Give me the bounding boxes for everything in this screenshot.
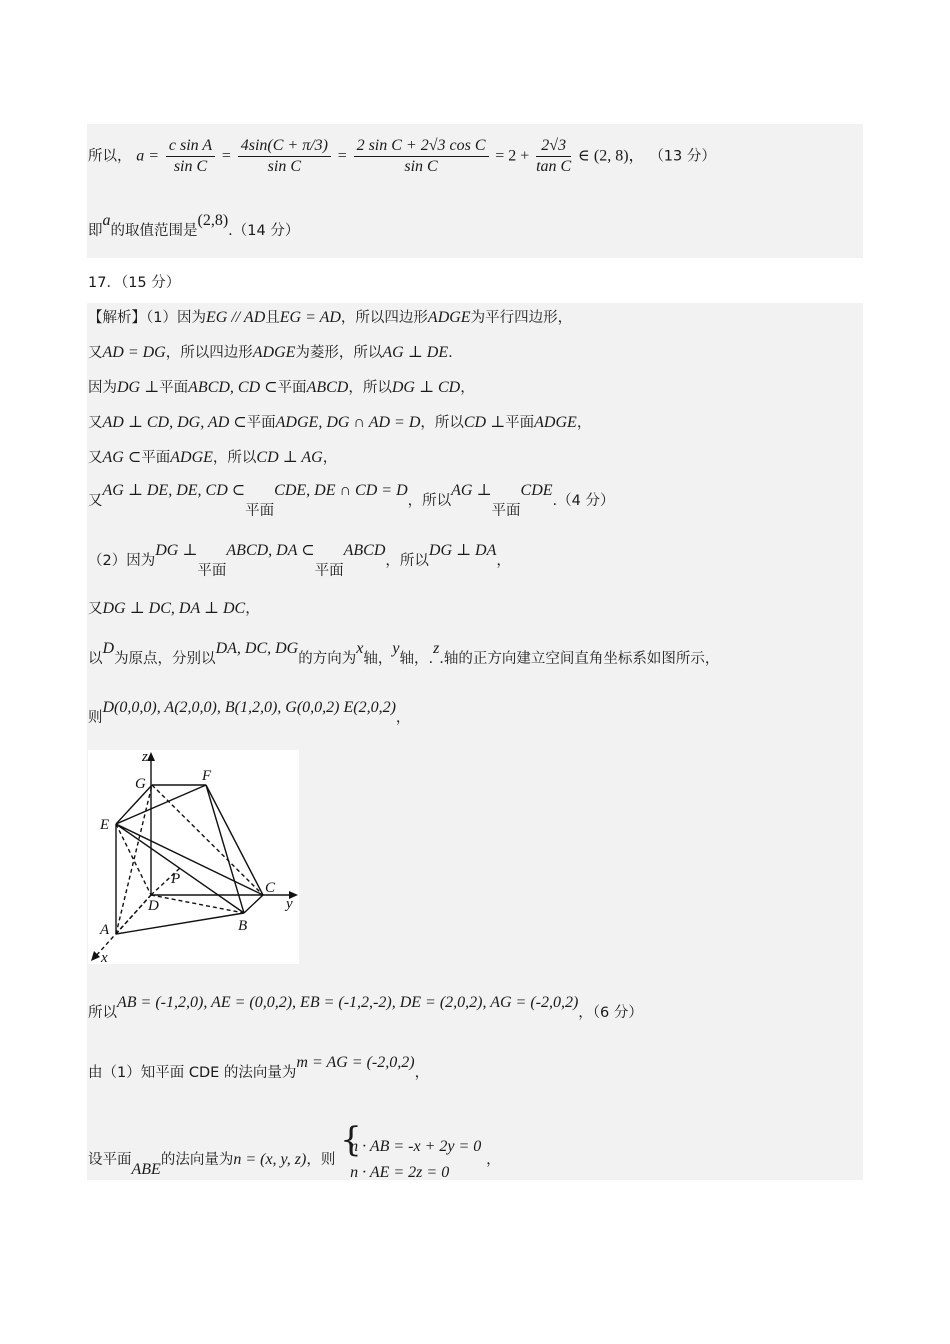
label-B: B <box>238 918 248 934</box>
q17-line-12: 由（1）知平面 CDE 的法向量为m = AG = (-2,0,2)， <box>88 1054 430 1081</box>
q17-line-13: 设平面ABE的法向量为n = (x, y, z)，则 { n · AB = -x + 2y = 0 n · AE = 2z = 0 ， <box>88 1134 501 1186</box>
label-C: C <box>265 880 276 896</box>
q17-line-7: （2）因为DG ⊥平面ABCD, DA ⊂平面ABCD，所以DG ⊥ DA， <box>88 542 511 579</box>
label-A: A <box>100 922 110 938</box>
label-D: D <box>148 898 159 914</box>
q17-line-9: 以D为原点，分别以DA, DC, DG的方向为x轴，y轴，.z.轴的正方向建立空间直角坐标系如图所示， <box>88 640 720 667</box>
line-range: 即a的取值范围是(2,8).（14 分） <box>88 212 300 239</box>
label-E: E <box>100 817 110 833</box>
label-F: F <box>202 768 212 784</box>
q17-line-1: 【解析】（1）因为EG // AD且EG = AD，所以四边形ADGE为平行四边形， <box>88 309 573 326</box>
q17-line-4: 又AD ⊥ CD, DG, AD ⊂平面ADGE, DG ∩ AD = D，所以CD ⊥平面ADGE， <box>88 414 592 431</box>
label-z: z <box>142 750 148 765</box>
q17-line-11: 所以AB = (-1,2,0), AE = (0,0,2), EB = (-1,2,-2), DE = (2,0,2), AG = (-2,0,2)，（6 分） <box>88 994 643 1021</box>
q17-line-5: 又AG ⊂平面ADGE，所以CD ⊥ AG， <box>88 449 338 466</box>
equation-system: { n · AB = -x + 2y = 0 n · AE = 2z = 0 <box>340 1120 482 1181</box>
q17-line-10: 则D(0,0,0), A(2,0,0), B(1,2,0), G(0,0,2) E(2,0,2)， <box>88 699 411 726</box>
fraction-3: $\frac{\text{2 sin C + 2√3 cos C}}{\text{sin C}}$ <box>354 136 489 177</box>
label-P: P <box>171 871 181 887</box>
label-x: x <box>101 950 108 964</box>
fraction-1: $\frac{\text{c sin A}}{\text{sin C}}$ <box>166 136 215 177</box>
shaded-block-q17 <box>87 303 863 1180</box>
q17-line-3: 因为DG ⊥平面ABCD, CD ⊂平面ABCD，所以DG ⊥ CD， <box>88 379 475 396</box>
coordinate-figure <box>88 750 299 964</box>
q17-line-8: 又DG ⊥ DC, DA ⊥ DC， <box>88 600 260 617</box>
fraction-4: $\frac{2√3}{\text{tan C}}$ <box>536 137 572 175</box>
prism-diagram <box>88 750 299 964</box>
q17-header: 17．（15 分） <box>88 275 181 291</box>
score-13: （13 分） <box>649 148 716 165</box>
label-y: y <box>286 896 293 912</box>
line-a-expression: 所以， a = $\frac{\text{c sin A}}{\text{sin C}}$ = $\frac{4\sin(C + \pi/3)}{\text{sin C}}$ = $\frac{\text{2 sin C + 2√3 cos C}}{\text{sin C}}$ = 2 + $\frac{2√3}{\text{tan C}}$ ∈ (2, 8)， （13 分） <box>88 137 716 175</box>
label-G: G <box>135 776 146 792</box>
q17-line-2: 又AD = DG，所以四边形ADGE为菱形，所以AG ⊥ DE. <box>88 344 453 361</box>
fraction-2: $\frac{4\sin(C + \pi/3)}{\text{sin C}}$ <box>238 136 331 177</box>
q17-line-6: 又AG ⊥ DE, DE, CD ⊂平面CDE, DE ∩ CD = D，所以AG ⊥平面CDE.（4 分） <box>88 482 615 519</box>
